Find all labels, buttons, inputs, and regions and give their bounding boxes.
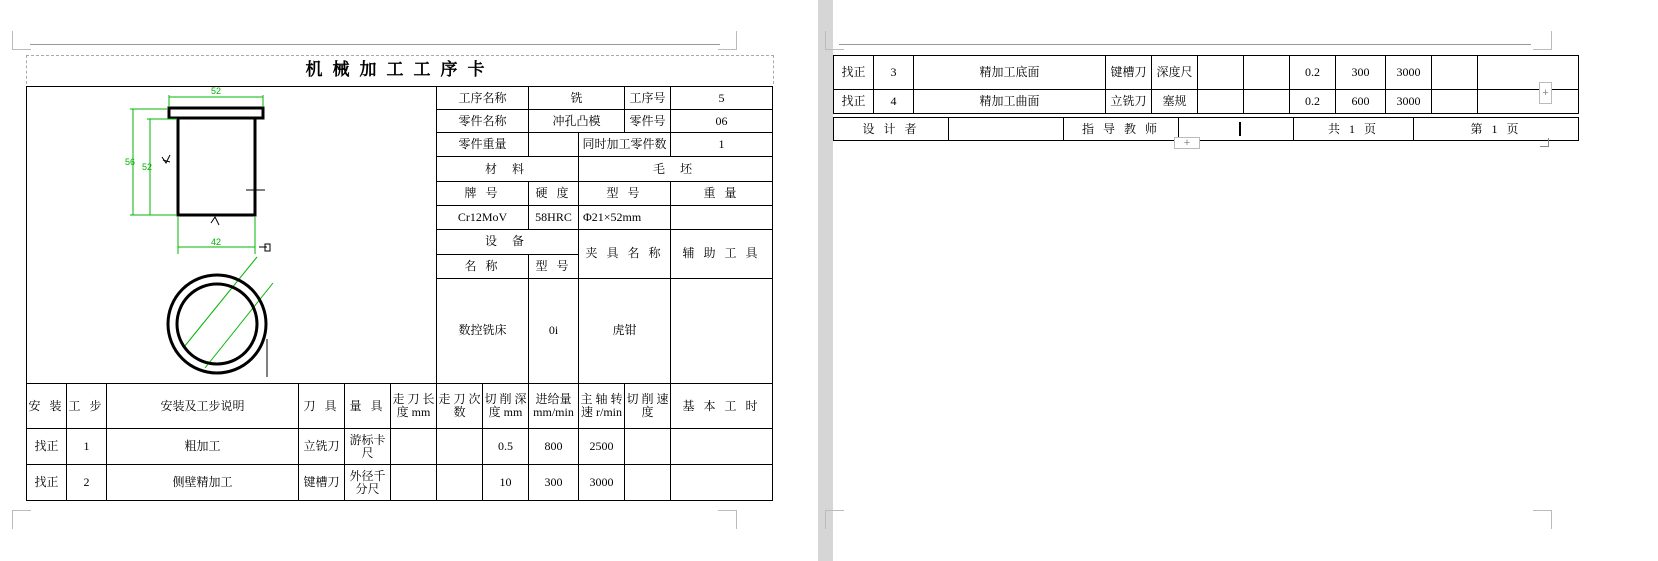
cell-pass-length[interactable]	[1198, 90, 1244, 114]
cell-cut-speed[interactable]	[1432, 90, 1478, 114]
cell-pass-count[interactable]	[1244, 56, 1290, 90]
page-corner-mark	[1533, 510, 1552, 529]
hardness-value[interactable]: 58HRC	[529, 206, 579, 230]
page-corner-mark	[1533, 31, 1552, 50]
header-rule	[30, 44, 720, 45]
cell-pass-count[interactable]	[437, 429, 483, 465]
col-header-gauge: 量 具	[345, 384, 391, 429]
cell-cut-depth[interactable]: 0.2	[1290, 56, 1336, 90]
material-header: 材 料	[437, 157, 579, 182]
cell-gauge[interactable]: 深度尺	[1152, 56, 1198, 90]
cell-pass-length[interactable]	[391, 429, 437, 465]
fixture-value[interactable]: 虎钳	[579, 278, 671, 384]
dim-outer-height-label: 56	[124, 157, 136, 167]
part-name-label: 零件名称	[437, 110, 529, 133]
designer-label: 设 计 者	[834, 118, 949, 141]
table-resize-handle[interactable]	[1540, 138, 1549, 147]
blank-weight-value[interactable]	[671, 206, 773, 230]
process-name-label: 工序名称	[437, 87, 529, 110]
cell-setup[interactable]: 找正	[27, 465, 67, 501]
cell-setup[interactable]: 找正	[27, 429, 67, 465]
equipment-name-value[interactable]: 数控铣床	[437, 278, 529, 384]
dimension-lines	[130, 95, 273, 368]
col-header-feed: 进给量 mm/min	[529, 384, 579, 429]
cell-base-time[interactable]	[671, 429, 773, 465]
cell-pass-length[interactable]	[391, 465, 437, 501]
cell-base-time[interactable]	[1478, 56, 1579, 90]
process-no-value[interactable]: 5	[671, 87, 773, 110]
cell-cut-depth[interactable]: 0.2	[1290, 90, 1336, 114]
cell-base-time[interactable]	[1478, 90, 1579, 114]
table-row[interactable]	[834, 56, 1579, 90]
page-corner-mark	[12, 510, 31, 529]
cell-cut-depth[interactable]: 0.5	[483, 429, 529, 465]
equipment-name-label: 名 称	[437, 254, 529, 278]
part-no-label: 零件号	[625, 110, 671, 133]
cell-cut-speed[interactable]	[625, 429, 671, 465]
header-rule	[839, 44, 1531, 45]
blank-type-label: 型 号	[579, 182, 671, 206]
add-column-button[interactable]: +	[1539, 82, 1552, 104]
blank-header: 毛 坯	[579, 157, 773, 182]
top-view	[168, 275, 267, 377]
outer-circle	[168, 275, 266, 373]
add-row-button[interactable]: +	[1174, 137, 1200, 149]
inner-circle	[177, 284, 257, 364]
cell-pass-count[interactable]	[1244, 90, 1290, 114]
part-drawing	[27, 87, 437, 383]
designer-field[interactable]	[949, 118, 1064, 141]
cell-description[interactable]: 精加工底面	[914, 56, 1106, 90]
col-header-tool: 刀 具	[299, 384, 345, 429]
table-row[interactable]	[27, 429, 773, 465]
table-row[interactable]	[834, 90, 1579, 114]
cell-cut-depth[interactable]: 10	[483, 465, 529, 501]
part-drawing-cell	[27, 87, 437, 384]
dim-top-label: 52	[210, 87, 222, 96]
part-name-value[interactable]: 冲孔凸模	[529, 110, 625, 133]
col-header-pass-length: 走 刀 长 度 mm	[391, 384, 437, 429]
blank-type-value[interactable]: Φ21×52mm	[579, 206, 671, 230]
simul-count-value[interactable]: 1	[671, 133, 773, 157]
process-no-label: 工序号	[625, 87, 671, 110]
col-header-pass-count: 走 刀 次 数	[437, 384, 483, 429]
cell-description[interactable]: 侧壁精加工	[107, 465, 299, 501]
process-name-value[interactable]: 铣	[529, 87, 625, 110]
col-header-spindle-speed: 主 轴 转 速 r/min	[579, 384, 625, 429]
cell-step[interactable]: 1	[67, 429, 107, 465]
col-header-cut-depth: 切 削 深 度 mm	[483, 384, 529, 429]
page-corner-mark	[12, 31, 31, 50]
signature-footer-table[interactable]	[833, 117, 1579, 141]
cell-tool[interactable]: 立铣刀	[1106, 90, 1152, 114]
cell-tool[interactable]: 键槽刀	[299, 465, 345, 501]
cell-spindle-speed[interactable]: 2500	[579, 429, 625, 465]
cell-cut-speed[interactable]	[1432, 56, 1478, 90]
cell-feed[interactable]: 300	[529, 465, 579, 501]
fixture-label: 夹 具 名 称	[579, 230, 671, 279]
text-cursor	[1239, 122, 1241, 136]
col-header-base-time: 基 本 工 时	[671, 384, 773, 429]
blank-weight-label: 重 量	[671, 182, 773, 206]
dim-bottom-label: 42	[210, 237, 222, 247]
page-number: 第 1 页	[1414, 118, 1579, 141]
cell-setup[interactable]: 找正	[834, 90, 874, 114]
table-row[interactable]	[27, 465, 773, 501]
document-page-1	[0, 0, 818, 561]
document-page-2	[833, 0, 1658, 561]
cell-pass-length[interactable]	[1198, 56, 1244, 90]
page-gap	[818, 0, 833, 561]
aux-tool-label: 辅 助 工 具	[671, 230, 773, 279]
cell-spindle-speed[interactable]: 3000	[579, 465, 625, 501]
simul-count-label: 同时加工零件数	[579, 133, 671, 157]
cell-feed[interactable]: 800	[529, 429, 579, 465]
grade-value[interactable]: Cr12MoV	[437, 206, 529, 230]
cell-tool[interactable]: 键槽刀	[1106, 56, 1152, 90]
col-header-step: 工 步	[67, 384, 107, 429]
cell-base-time[interactable]	[671, 465, 773, 501]
cell-spindle-speed[interactable]: 3000	[1386, 90, 1432, 114]
total-pages: 共 1 页	[1294, 118, 1414, 141]
part-weight-label: 零件重量	[437, 133, 529, 157]
col-header-setup: 安 装	[27, 384, 67, 429]
cell-step[interactable]: 3	[874, 56, 914, 90]
cell-gauge[interactable]: 外径千分尺	[345, 465, 391, 501]
cell-spindle-speed[interactable]: 3000	[1386, 56, 1432, 90]
card-title: 机械加工工序卡	[26, 55, 774, 84]
equipment-model-value[interactable]: 0i	[529, 278, 579, 384]
cell-gauge[interactable]: 游标卡尺	[345, 429, 391, 465]
page-corner-mark	[718, 31, 737, 50]
cell-setup[interactable]: 找正	[834, 56, 874, 90]
cell-step[interactable]: 2	[67, 465, 107, 501]
cell-pass-count[interactable]	[437, 465, 483, 501]
part-weight-value[interactable]	[529, 133, 579, 157]
part-no-value[interactable]: 06	[671, 110, 773, 133]
equipment-header: 设 备	[437, 230, 579, 255]
hardness-label: 硬 度	[529, 182, 579, 206]
page-corner-mark	[825, 510, 844, 529]
roughness-symbol	[211, 217, 219, 225]
front-view	[162, 108, 265, 225]
col-header-description: 安装及工步说明	[107, 384, 299, 429]
cell-feed[interactable]: 600	[1336, 90, 1386, 114]
process-card-continuation-table[interactable]	[833, 55, 1579, 114]
instructor-label: 指 导 教 师	[1064, 118, 1179, 141]
cell-description[interactable]: 粗加工	[107, 429, 299, 465]
dim-inner-height-label: 52	[141, 162, 153, 172]
page-corner-mark	[825, 31, 844, 50]
grade-label: 牌 号	[437, 182, 529, 206]
cell-cut-speed[interactable]	[625, 465, 671, 501]
col-header-cut-speed: 切 削 速 度	[625, 384, 671, 429]
cell-gauge[interactable]: 塞规	[1152, 90, 1198, 114]
body-outline	[178, 118, 255, 215]
equipment-model-label: 型 号	[529, 254, 579, 278]
aux-tool-value[interactable]	[671, 278, 773, 384]
cell-description[interactable]: 精加工曲面	[914, 90, 1106, 114]
cell-feed[interactable]: 300	[1336, 56, 1386, 90]
page-corner-mark	[718, 510, 737, 529]
cell-step[interactable]: 4	[874, 90, 914, 114]
cell-tool[interactable]: 立铣刀	[299, 429, 345, 465]
process-card-table[interactable]	[26, 86, 773, 501]
